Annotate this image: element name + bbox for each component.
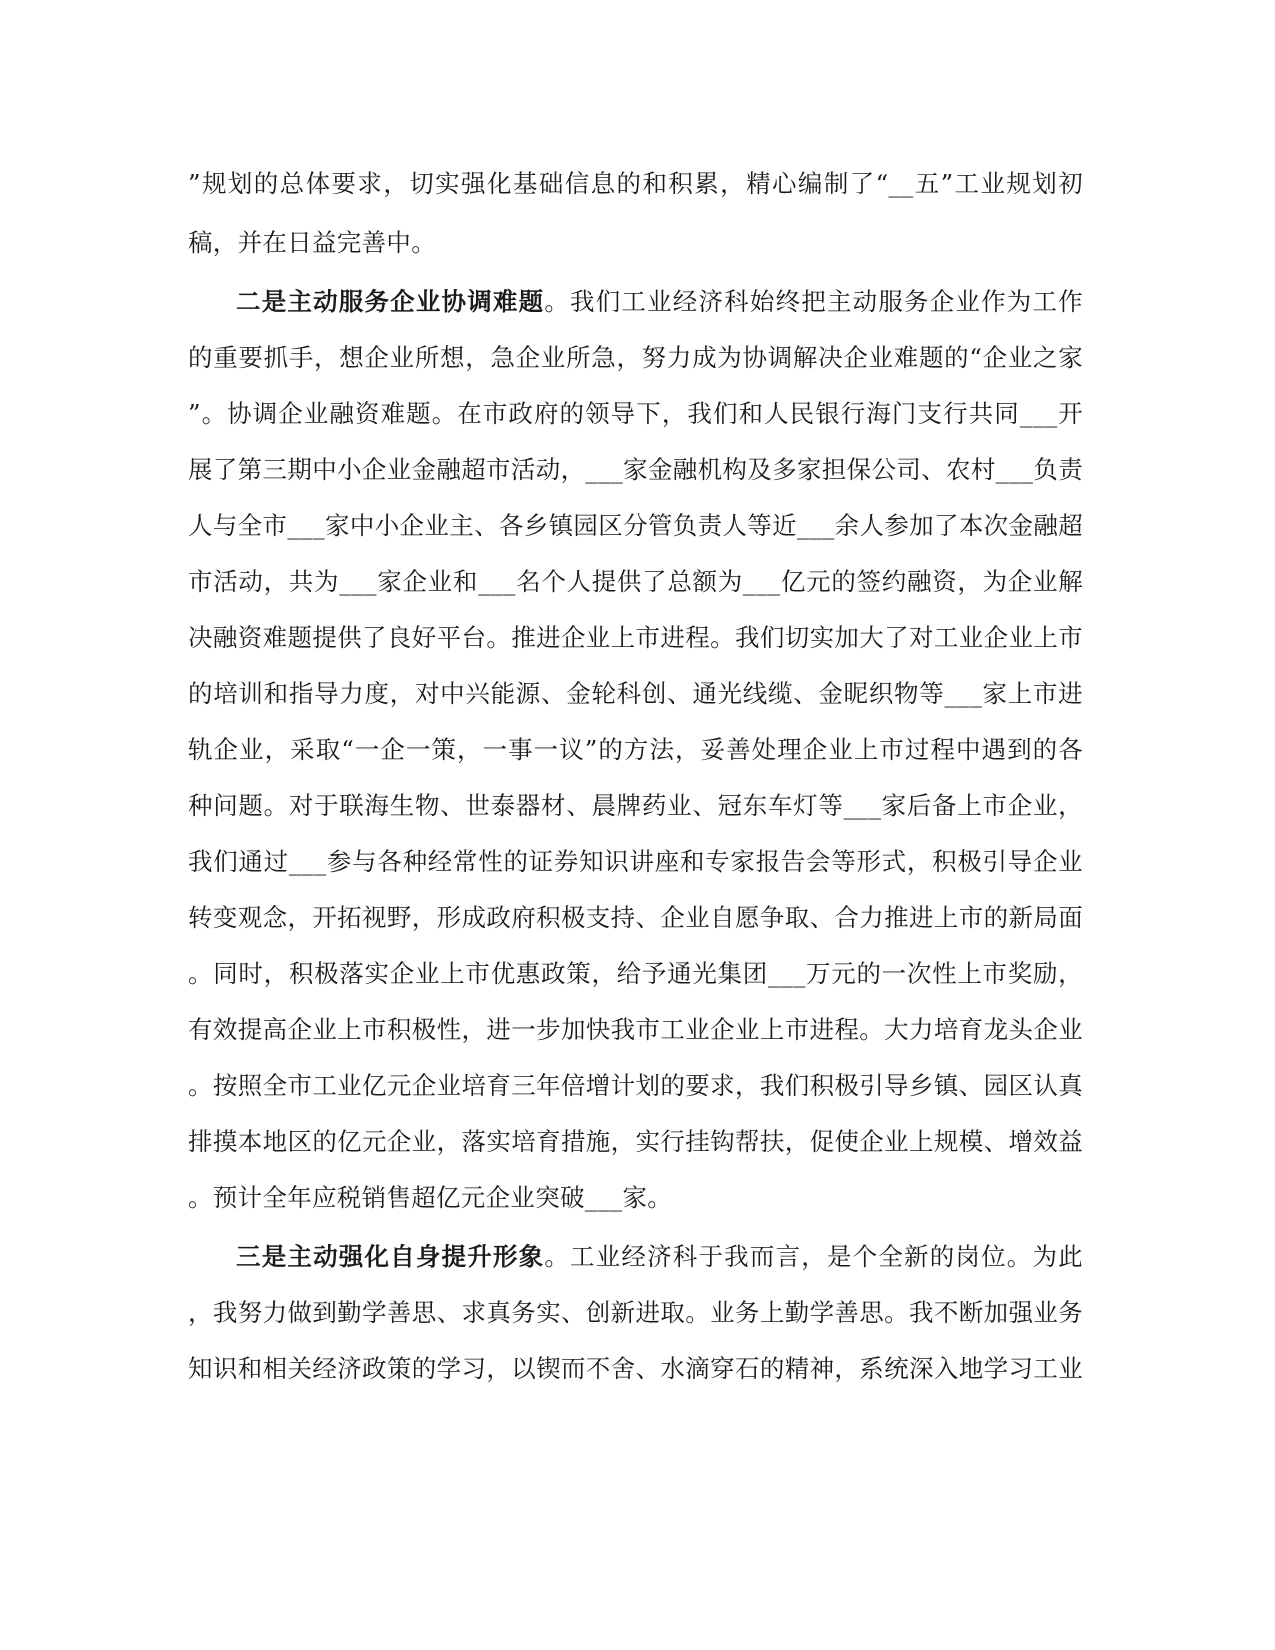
text-line: 排摸本地区的亿元企业，落实培育措施，实行挂钩帮扶，促使企业上规模、增效益 bbox=[188, 1127, 1083, 1156]
text-line: 。按照全市工业亿元企业培育三年倍增计划的要求，我们积极引导乡镇、园区认真 bbox=[188, 1071, 1083, 1100]
text-line: 决融资难题提供了良好平台。推进企业上市进程。我们切实加大了对工业企业上市 bbox=[188, 623, 1083, 652]
text-line: ”。协调企业融资难题。在市政府的领导下，我们和人民银行海门支行共同___开 bbox=[188, 399, 1083, 428]
text-line: 轨企业，采取“一企一策，一事一议”的方法，妥善处理企业上市过程中遇到的各 bbox=[188, 735, 1083, 764]
paragraph-3-text: 。工业经济科于我而言，是个全新的岗位。为此 bbox=[544, 1242, 1083, 1271]
text-line: 。同时，积极落实企业上市优惠政策，给予通光集团___万元的一次性上市奖励， bbox=[188, 959, 1083, 988]
paragraph-2-first-line bbox=[236, 282, 1083, 322]
paragraph-2-text: 。我们工业经济科始终把主动服务企业作为工作 bbox=[544, 287, 1083, 316]
text-line: 人与全市___家中小企业主、各乡镇园区分管负责人等近___余人参加了本次金融超 bbox=[188, 511, 1083, 540]
text-line: 。预计全年应税销售超亿元企业突破___家。 bbox=[188, 1183, 673, 1212]
text-line: 转变观念，开拓视野，形成政府积极支持、企业自愿争取、合力推进上市的新局面 bbox=[188, 903, 1083, 932]
text-line: 稿，并在日益完善中。 bbox=[188, 228, 436, 257]
text-line: ，我努力做到勤学善思、求真务实、创新进取。业务上勤学善思。我不断加强业务 bbox=[188, 1298, 1083, 1327]
paragraph-3-first-line bbox=[236, 1237, 1083, 1277]
text-line: 的重要抓手，想企业所想，急企业所急，努力成为协调解决企业难题的“企业之家 bbox=[188, 343, 1083, 372]
paragraph-3-heading: 三是主动强化自身提升形象 bbox=[236, 1242, 545, 1271]
text-line: 有效提高企业上市积极性，进一步加快我市工业企业上市进程。大力培育龙头企业 bbox=[188, 1015, 1083, 1044]
text-line: ”规划的总体要求，切实强化基础信息的和积累，精心编制了“__五”工业规划初 bbox=[188, 169, 1083, 198]
text-line: 市活动，共为___家企业和___名个人提供了总额为___亿元的签约融资，为企业解 bbox=[188, 567, 1083, 596]
text-line: 的培训和指导力度，对中兴能源、金轮科创、通光线缆、金昵织物等___家上市进 bbox=[188, 679, 1083, 708]
text-line: 展了第三期中小企业金融超市活动，___家金融机构及多家担保公司、农村___负责 bbox=[188, 455, 1083, 484]
text-line: 我们通过___参与各种经常性的证券知识讲座和专家报告会等形式，积极引导企业 bbox=[188, 847, 1083, 876]
text-line: 知识和相关经济政策的学习，以锲而不舍、水滴穿石的精神，系统深入地学习工业 bbox=[188, 1354, 1083, 1383]
paragraph-2-heading: 二是主动服务企业协调难题 bbox=[236, 287, 545, 316]
text-line: 种问题。对于联海生物、世泰器材、晨牌药业、冠东车灯等___家后备上市企业， bbox=[188, 791, 1083, 820]
